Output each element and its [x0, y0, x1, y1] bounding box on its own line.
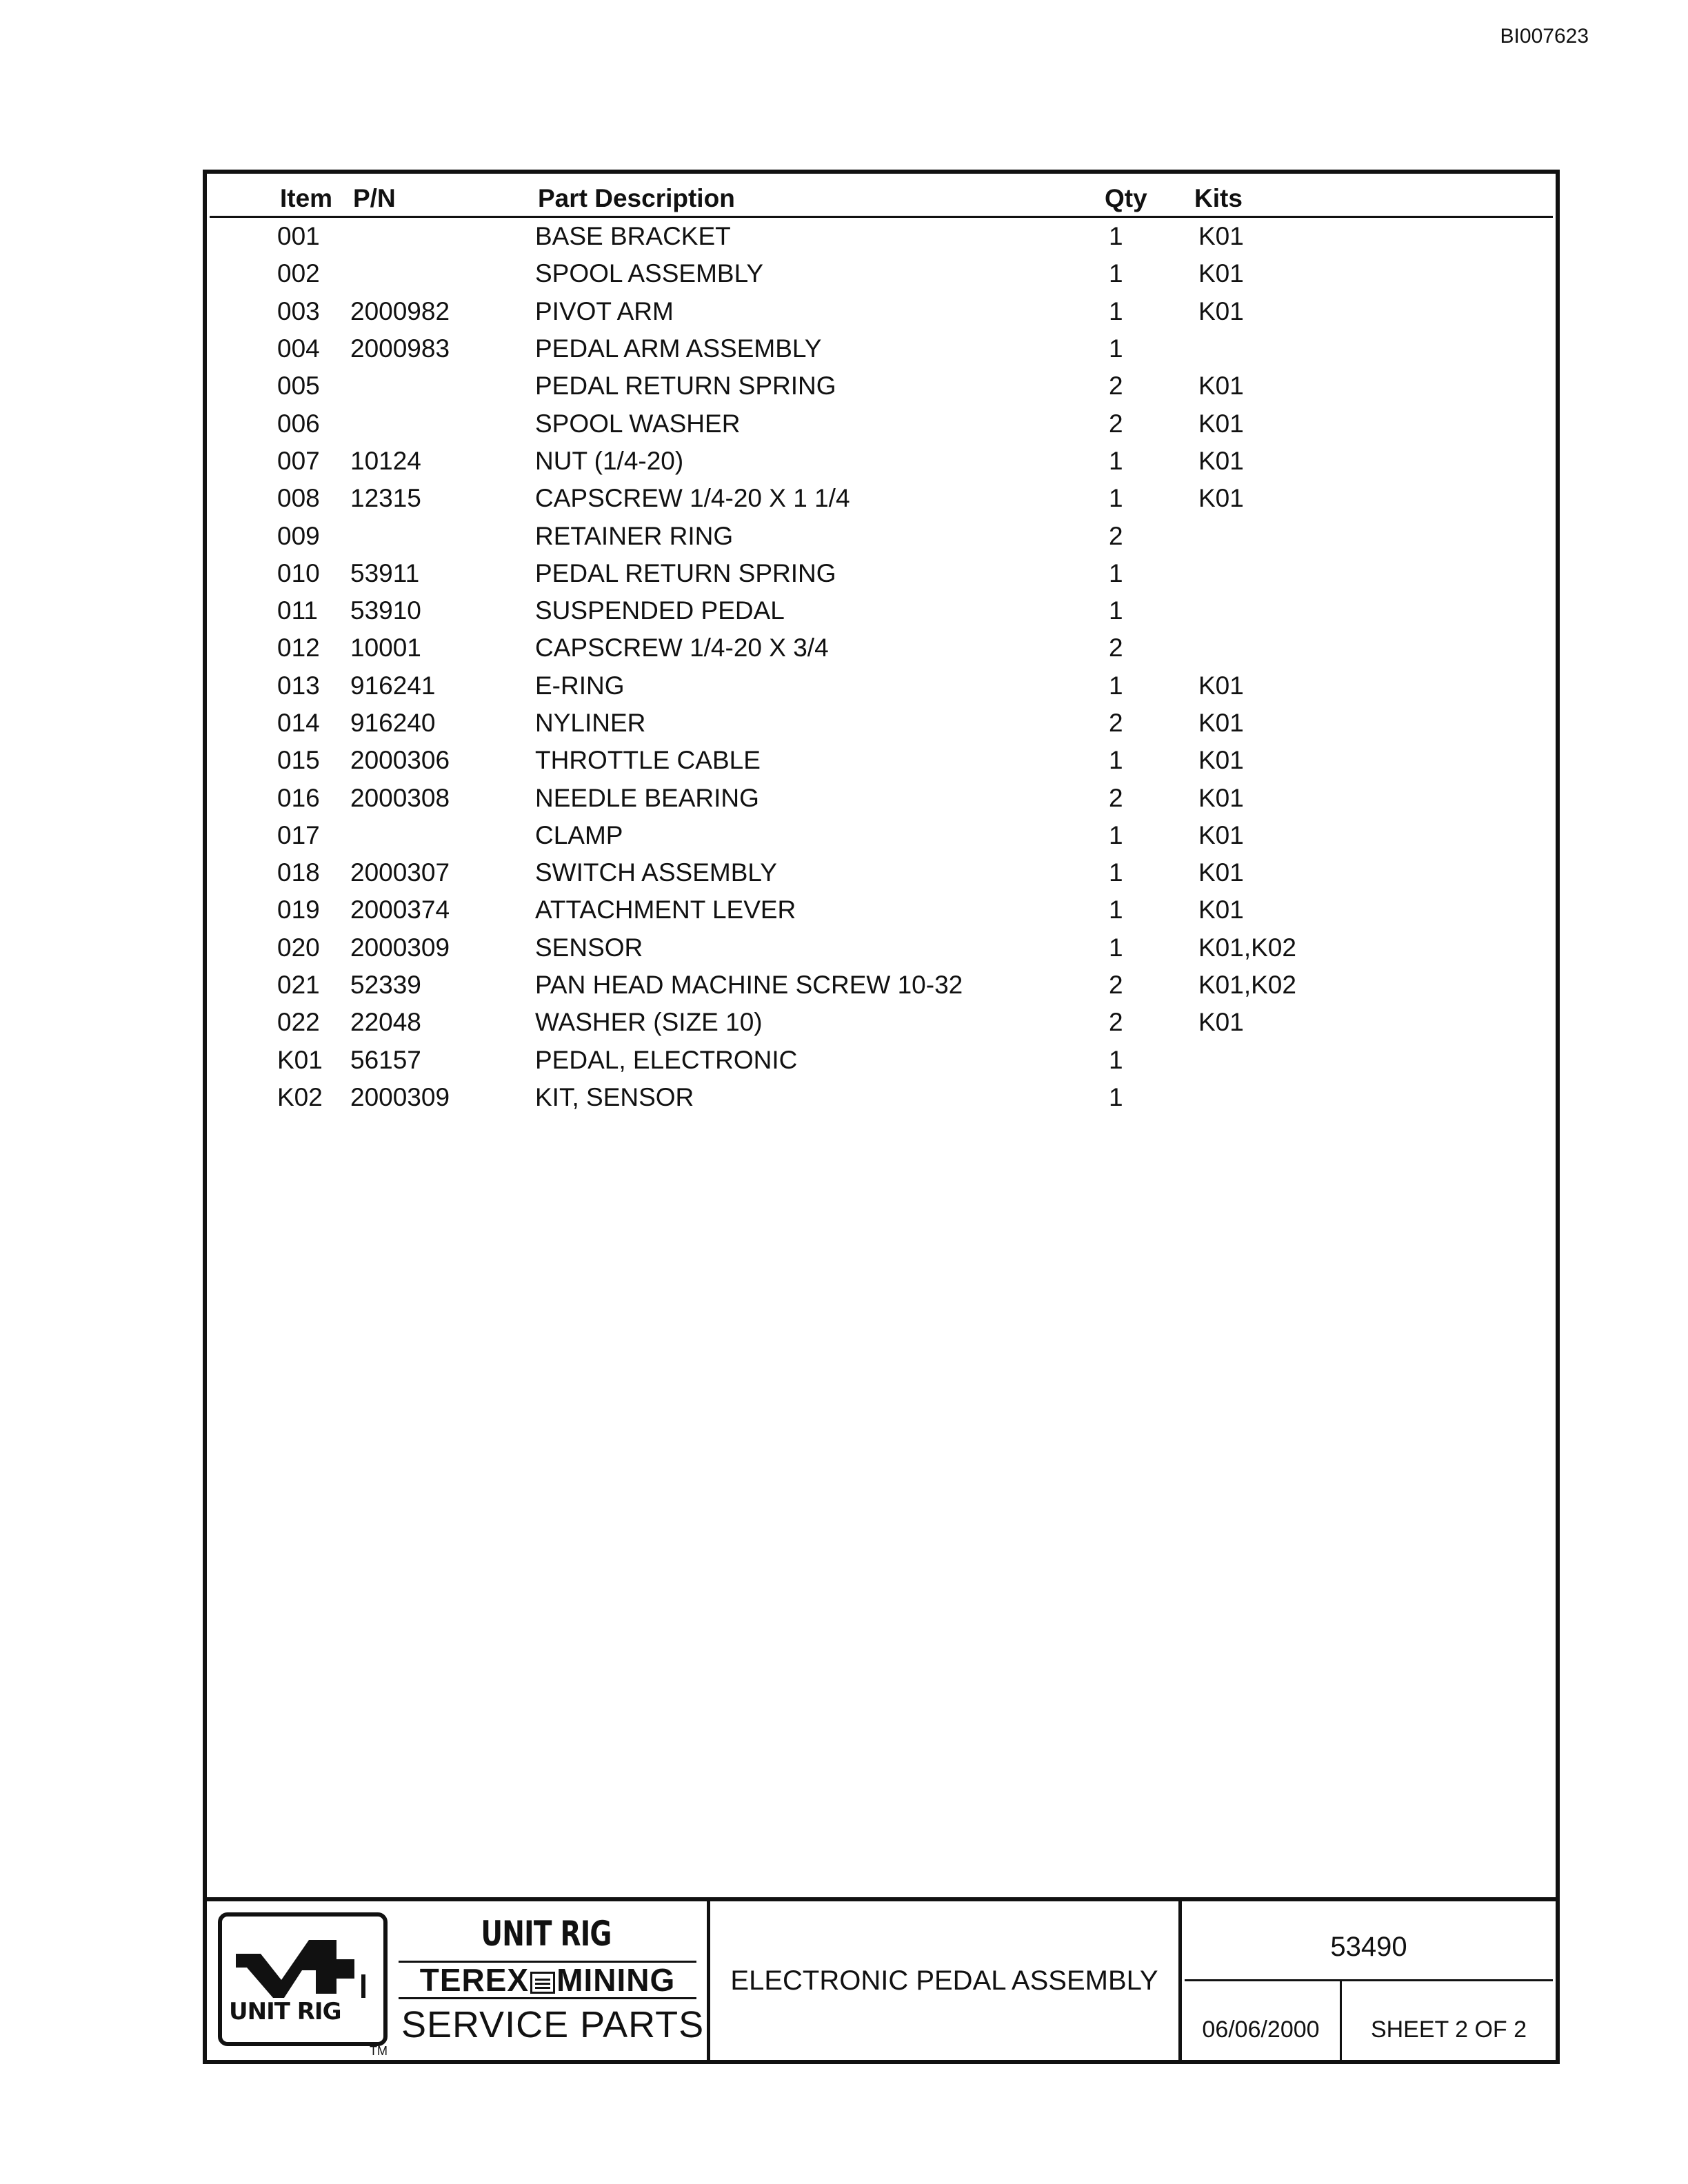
header-kits: Kits [1194, 183, 1243, 212]
cell-qty: 1 [1109, 746, 1123, 775]
header-item: Item [280, 183, 333, 212]
cell-qty: 1 [1109, 558, 1123, 587]
cell-item: 012 [277, 634, 320, 663]
cell-pn: 52339 [350, 971, 421, 1000]
cell-description: CLAMP [535, 820, 623, 849]
cell-pn: 53911 [350, 558, 420, 587]
cell-kits: K01 [1198, 409, 1244, 438]
cell-item: 002 [277, 259, 320, 288]
cell-qty: 1 [1109, 596, 1123, 625]
cell-pn: 916240 [350, 709, 436, 737]
issue-date: 06/06/2000 [1182, 1981, 1342, 2060]
cell-qty: 1 [1109, 222, 1123, 251]
table-row [207, 742, 1556, 779]
header-qty: Qty [1105, 183, 1147, 212]
cell-description: ATTACHMENT LEVER [535, 896, 796, 924]
table-row [207, 1042, 1556, 1079]
cell-description: KIT, SENSOR [535, 1082, 694, 1111]
cell-qty: 1 [1109, 820, 1123, 849]
cell-pn: 53910 [350, 596, 421, 625]
cell-qty: 1 [1109, 858, 1123, 887]
cell-qty: 2 [1109, 1008, 1123, 1037]
table-row [207, 405, 1556, 442]
cell-item: 007 [277, 446, 320, 475]
cell-description: PAN HEAD MACHINE SCREW 10-32 [535, 971, 963, 1000]
cell-kits: K01 [1198, 858, 1244, 887]
cell-qty: 1 [1109, 896, 1123, 924]
cell-description: NEEDLE BEARING [535, 783, 759, 812]
cell-item: 001 [277, 222, 320, 251]
cell-description: PEDAL RETURN SPRING [535, 372, 836, 401]
cell-kits: K01 [1198, 259, 1244, 288]
cell-pn: 2000306 [350, 746, 450, 775]
cell-qty: 1 [1109, 334, 1123, 363]
cell-item: K01 [277, 1045, 323, 1074]
cell-kits: K01 [1198, 372, 1244, 401]
cell-description: CAPSCREW 1/4-20 X 1 1/4 [535, 484, 850, 513]
brand-service-parts: SERVICE PARTS [401, 2004, 705, 2045]
trademark: TM [370, 2044, 388, 2058]
cell-kits: K01 [1198, 222, 1244, 251]
cell-item: 018 [277, 858, 320, 887]
table-row [207, 705, 1556, 742]
parts-table [207, 174, 1556, 1116]
table-header [210, 174, 1553, 218]
cell-pn: 2000309 [350, 933, 450, 962]
drawing-number: 53490 [1185, 1901, 1553, 1981]
cell-qty: 2 [1109, 521, 1123, 550]
cell-description: NYLINER [535, 709, 646, 737]
truck-logo-icon [233, 1926, 378, 2002]
cell-pn: 2000982 [350, 296, 450, 325]
cell-description: SWITCH ASSEMBLY [535, 858, 777, 887]
cell-kits: K01 [1198, 484, 1244, 513]
cell-item: 010 [277, 558, 320, 587]
cell-qty: 1 [1109, 484, 1123, 513]
cell-item: 016 [277, 783, 320, 812]
cell-description: WASHER (SIZE 10) [535, 1008, 763, 1037]
cell-description: SENSOR [535, 933, 643, 962]
cell-kits: K01 [1198, 820, 1244, 849]
cell-kits: K01 [1198, 746, 1244, 775]
table-row [207, 293, 1556, 330]
table-row [207, 592, 1556, 629]
cell-item: 009 [277, 521, 320, 550]
cell-pn: 2000374 [350, 896, 450, 924]
cell-description: THROTTLE CABLE [535, 746, 761, 775]
cell-pn: 916241 [350, 671, 436, 700]
table-row [207, 817, 1556, 854]
terex-emblem-icon [530, 1972, 555, 1994]
cell-description: PEDAL, ELECTRONIC [535, 1045, 798, 1074]
header-description: Part Description [538, 183, 735, 212]
cell-item: 004 [277, 334, 320, 363]
table-row [207, 443, 1556, 480]
cell-qty: 1 [1109, 1082, 1123, 1111]
table-row [207, 929, 1556, 967]
cell-qty: 2 [1109, 783, 1123, 812]
table-row [207, 1004, 1556, 1041]
cell-kits: K01 [1198, 446, 1244, 475]
cell-qty: 2 [1109, 634, 1123, 663]
cell-pn: 2000983 [350, 334, 450, 363]
cell-item: 022 [277, 1008, 320, 1037]
cell-pn: 10001 [350, 634, 421, 663]
header-pn: P/N [353, 183, 396, 212]
cell-kits: K01,K02 [1198, 971, 1296, 1000]
cell-qty: 1 [1109, 296, 1123, 325]
cell-kits: K01 [1198, 1008, 1244, 1037]
cell-description: SPOOL WASHER [535, 409, 741, 438]
cell-kits: K01 [1198, 783, 1244, 812]
cell-item: 021 [277, 971, 320, 1000]
assembly-title: ELECTRONIC PEDAL ASSEMBLY [710, 1901, 1182, 2060]
sheet-number: SHEET 2 OF 2 [1370, 2016, 1527, 2043]
table-row [207, 555, 1556, 592]
meta-row [1182, 1981, 1556, 2060]
cell-qty: 1 [1109, 671, 1123, 700]
brand-unit-rig: UNIT RIG [481, 1914, 612, 1954]
cell-qty: 1 [1109, 446, 1123, 475]
title-block [207, 1897, 1556, 2060]
cell-pn: 2000307 [350, 858, 450, 887]
table-body [207, 218, 1556, 1116]
table-row [207, 629, 1556, 667]
table-row [207, 854, 1556, 891]
cell-qty: 2 [1109, 971, 1123, 1000]
cell-pn: 56157 [350, 1045, 421, 1074]
cell-pn: 10124 [350, 446, 421, 475]
cell-kits: K01 [1198, 296, 1244, 325]
cell-description: PIVOT ARM [535, 296, 674, 325]
cell-item: 005 [277, 372, 320, 401]
table-row [207, 667, 1556, 705]
brand-terex-mining [399, 1961, 696, 1999]
table-row [207, 1079, 1556, 1116]
logo-cell [207, 1901, 710, 2060]
cell-item: 019 [277, 896, 320, 924]
cell-qty: 2 [1109, 372, 1123, 401]
cell-description: PEDAL RETURN SPRING [535, 558, 836, 587]
cell-description: E-RING [535, 671, 625, 700]
cell-item: 011 [277, 596, 318, 625]
cell-pn: 2000309 [350, 1082, 450, 1111]
cell-item: K02 [277, 1082, 323, 1111]
cell-description: CAPSCREW 1/4-20 X 3/4 [535, 634, 829, 663]
cell-description: SPOOL ASSEMBLY [535, 259, 764, 288]
cell-description: NUT (1/4-20) [535, 446, 684, 475]
table-row [207, 255, 1556, 292]
cell-item: 017 [277, 820, 320, 849]
cell-description: BASE BRACKET [535, 222, 731, 251]
brand-mining: MINING [556, 1962, 676, 1998]
table-row [207, 218, 1556, 255]
document-id: BI007623 [1500, 25, 1589, 48]
table-row [207, 330, 1556, 367]
cell-pn: 12315 [350, 484, 421, 513]
table-row [207, 891, 1556, 929]
cell-item: 013 [277, 671, 320, 700]
cell-item: 008 [277, 484, 320, 513]
logo-text: UNIT RIG [229, 1998, 341, 2025]
cell-item: 014 [277, 709, 320, 737]
cell-item: 006 [277, 409, 320, 438]
cell-qty: 1 [1109, 259, 1123, 288]
cell-kits: K01 [1198, 671, 1244, 700]
cell-item: 003 [277, 296, 320, 325]
cell-kits: K01,K02 [1198, 933, 1296, 962]
unit-rig-logo [218, 1912, 388, 2046]
info-cell [1182, 1901, 1556, 2060]
cell-qty: 1 [1109, 1045, 1123, 1074]
table-row [207, 517, 1556, 554]
brand-terex: TEREX [419, 1962, 530, 1998]
cell-kits: K01 [1198, 709, 1244, 737]
cell-item: 015 [277, 746, 320, 775]
cell-description: RETAINER RING [535, 521, 734, 550]
cell-qty: 2 [1109, 709, 1123, 737]
cell-kits: K01 [1198, 896, 1244, 924]
cell-qty: 2 [1109, 409, 1123, 438]
table-row [207, 779, 1556, 816]
cell-item: 020 [277, 933, 320, 962]
cell-description: SUSPENDED PEDAL [535, 596, 785, 625]
table-row [207, 480, 1556, 517]
cell-qty: 1 [1109, 933, 1123, 962]
cell-description: PEDAL ARM ASSEMBLY [535, 334, 822, 363]
cell-pn: 2000308 [350, 783, 450, 812]
table-row [207, 367, 1556, 405]
parts-sheet [203, 170, 1560, 2064]
table-row [207, 967, 1556, 1004]
cell-pn: 22048 [350, 1008, 421, 1037]
